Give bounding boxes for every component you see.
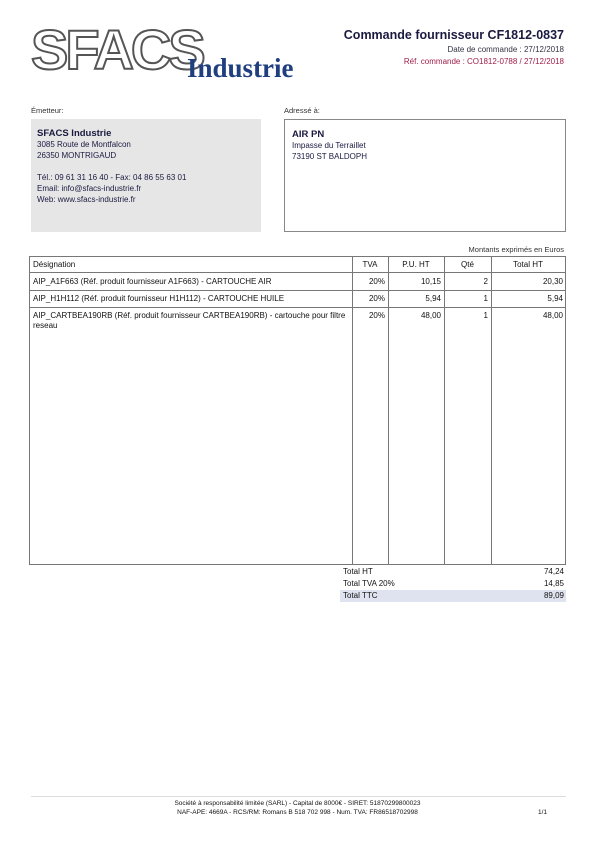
col-header-total: Total HT xyxy=(513,260,543,269)
company-logo: SFACS xyxy=(31,18,203,81)
footer-divider xyxy=(31,796,566,797)
row-2-unit-price: 5,94 xyxy=(425,294,441,303)
total-tva-label: Total TVA 20% xyxy=(343,579,395,588)
total-ttc-label: Total TTC xyxy=(343,591,378,600)
row-1-unit-price: 10,15 xyxy=(420,277,441,286)
total-ht-row xyxy=(340,566,566,578)
row-2-total: 5,94 xyxy=(547,294,563,303)
emitter-label: Émetteur: xyxy=(31,106,64,115)
order-date: Date de commande : 27/12/2018 xyxy=(447,45,564,54)
emitter-email: Email: info@sfacs-industrie.fr xyxy=(37,184,142,193)
recipient-name: AIR PN xyxy=(292,129,325,140)
total-ht-value: 74,24 xyxy=(543,567,564,576)
row-1-tva: 20% xyxy=(368,277,385,286)
currency-note: Montants exprimés en Euros xyxy=(468,245,564,254)
recipient-address-2: 73190 ST BALDOPH xyxy=(292,152,368,161)
emitter-address-1: 3085 Route de Montfalcon xyxy=(37,140,131,149)
total-tva-value: 14,85 xyxy=(543,579,564,588)
total-ht-label: Total HT xyxy=(343,567,373,576)
company-logo-subtitle: Industrie xyxy=(187,53,294,83)
row-3-designation: AIP_CARTBEA190RB (Réf. produit fournisseur CARTBEA190RB) - cartouche pour filtre reseau xyxy=(33,311,346,330)
recipient-label: Adressé à: xyxy=(284,106,320,115)
order-reference: Réf. commande : CO1812-0788 / 27/12/2018 xyxy=(403,57,564,66)
total-ttc-row xyxy=(340,590,566,602)
recipient-address-1: Impasse du Terraillet xyxy=(292,141,366,150)
row-3-unit-price: 48,00 xyxy=(420,311,441,320)
emitter-box xyxy=(31,119,261,232)
document-title: Commande fournisseur CF1812-0837 xyxy=(343,28,564,42)
total-ttc-value: 89,09 xyxy=(543,591,564,600)
order-lines-table xyxy=(29,256,566,565)
page-number: 1/1 xyxy=(537,809,547,816)
col-header-designation: Désignation xyxy=(33,260,76,269)
total-tva-row xyxy=(340,578,566,590)
emitter-phone: Tél.: 09 61 31 16 40 - Fax: 04 86 55 63 01 xyxy=(37,173,187,182)
recipient-box xyxy=(284,119,566,232)
row-2-tva: 20% xyxy=(368,294,385,303)
row-1-quantity: 2 xyxy=(483,277,488,286)
footer-legal-line-2: NAF-APE: 4669A - RCS/RM: Romans B 518 702 998 - Num. TVA: FR86518702998 xyxy=(177,809,418,816)
row-1-designation: AIP_A1F663 (Réf. produit fournisseur A1F663) - CARTOUCHE AIR xyxy=(33,277,272,286)
emitter-address-2: 26350 MONTRIGAUD xyxy=(37,151,117,160)
row-2-designation: AIP_H1H112 (Réf. produit fournisseur H1H112) - CARTOUCHE HUILE xyxy=(33,294,285,303)
footer-legal-line-1: Société à responsabilité limitée (SARL) - Capital de 8000€ - SIRET: 51870299800023 xyxy=(174,800,421,807)
col-header-tva: TVA xyxy=(362,260,378,269)
row-3-total: 48,00 xyxy=(542,311,563,320)
row-3-tva: 20% xyxy=(368,311,385,320)
col-header-pu: P.U. HT xyxy=(402,260,430,269)
emitter-web: Web: www.sfacs-industrie.fr xyxy=(37,195,136,204)
row-3-quantity: 1 xyxy=(483,311,488,320)
col-header-qty: Qté xyxy=(461,260,474,269)
emitter-name: SFACS Industrie xyxy=(37,128,112,139)
row-1-total: 20,30 xyxy=(542,277,563,286)
row-2-quantity: 1 xyxy=(483,294,488,303)
